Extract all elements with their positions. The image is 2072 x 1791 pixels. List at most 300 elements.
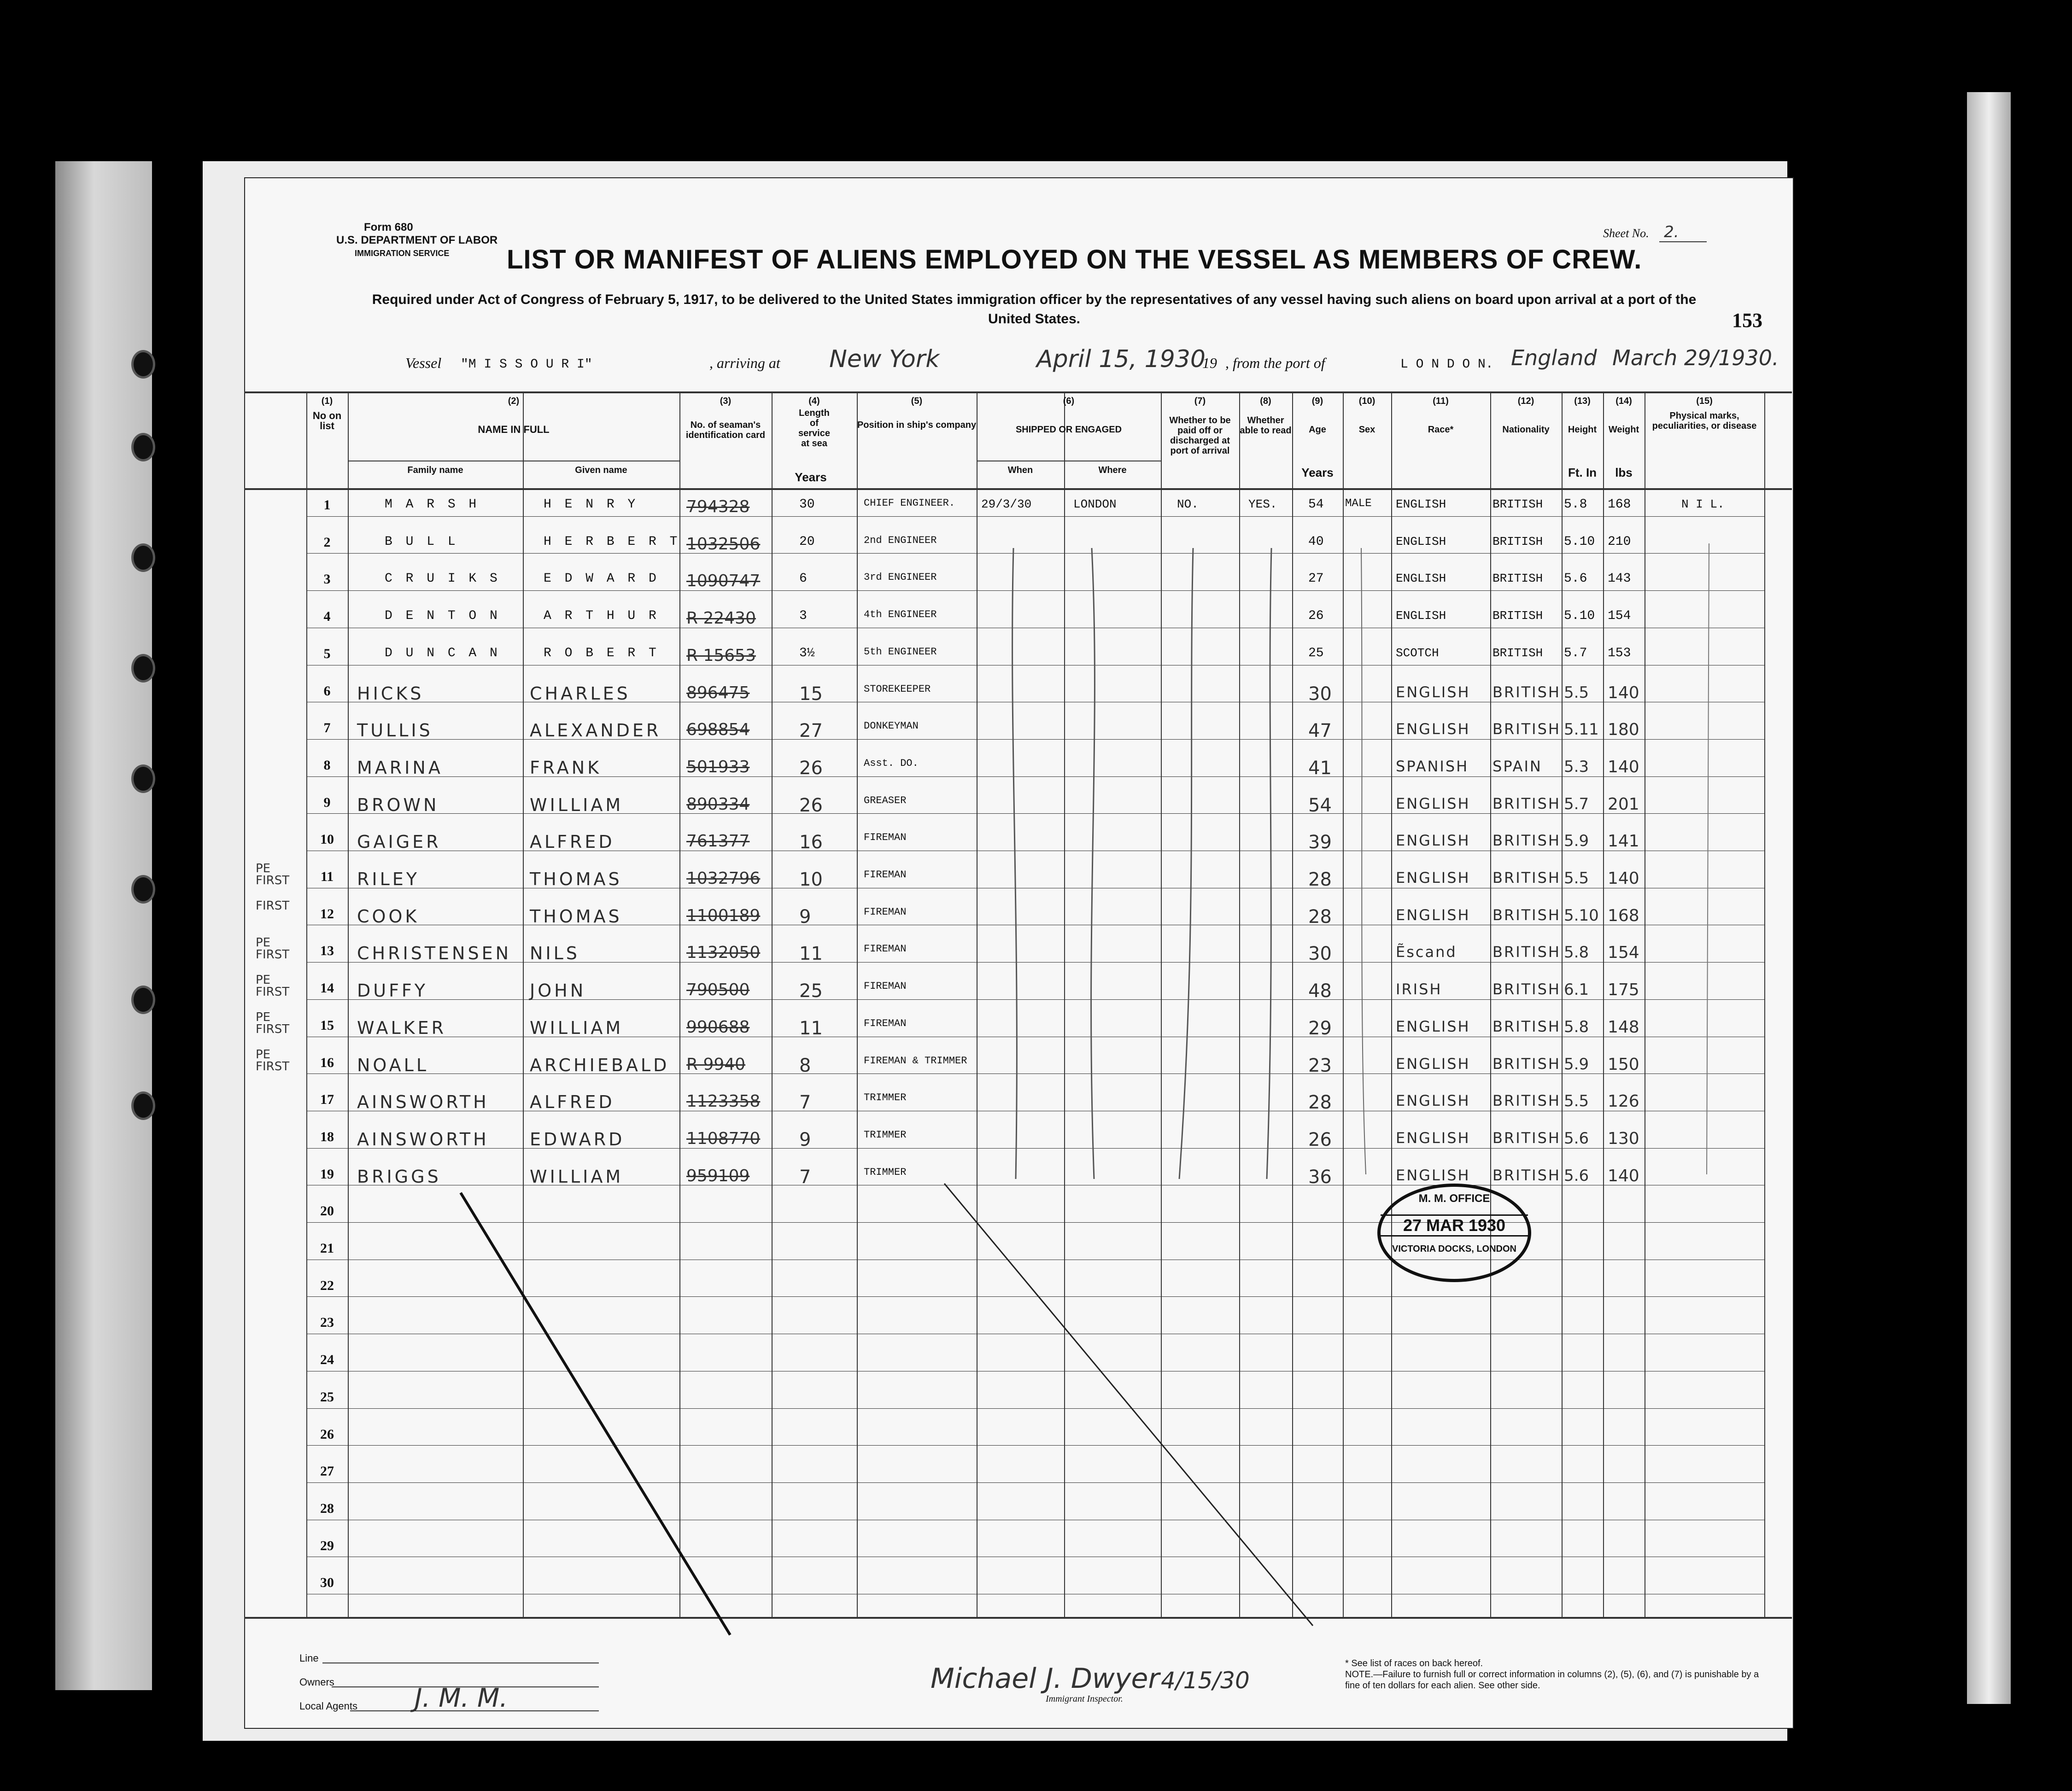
row-note: FIRST	[256, 898, 290, 913]
height: 5.7	[1564, 646, 1587, 660]
ditto-line-sex	[1361, 548, 1366, 1174]
age: 28	[1308, 1092, 1332, 1114]
inspector-signature: Michael J. Dwyer	[931, 1663, 1160, 1695]
row-number: 9	[323, 794, 331, 810]
row-number: 10	[320, 832, 334, 847]
seaman-card-no: 1108770	[686, 1129, 761, 1148]
family-name: AINSWORTH	[357, 1129, 489, 1149]
footer-note-penalty: NOTE.—Failure to furnish full or correct information in columns (2), (5), (6), and (7) is punishable by a fine of ten dollars for each alien. See other side.	[1345, 1669, 1759, 1691]
row-number: 30	[320, 1575, 334, 1591]
row-number: 26	[320, 1426, 334, 1442]
height: 5.9	[1564, 832, 1589, 851]
height: 5.5	[1564, 1092, 1589, 1111]
race: ENGLISH	[1396, 1166, 1470, 1184]
age: 54	[1308, 497, 1324, 512]
col-card-num: (3)	[720, 396, 732, 406]
row-note: PE FIRST	[256, 1047, 290, 1073]
race: ENGLISH	[1396, 794, 1470, 812]
service-years: 11	[799, 943, 823, 965]
seaman-card-no: 1032506	[686, 534, 761, 554]
weight: 130	[1608, 1129, 1639, 1148]
nationality: BRITISH	[1493, 720, 1561, 738]
given-name: FRANK	[530, 757, 602, 778]
family-name: B U L L	[385, 534, 458, 549]
age: 48	[1308, 980, 1332, 1002]
weight: 140	[1608, 869, 1639, 888]
cancel-stroke-left	[461, 1193, 730, 1635]
given-name: JOHN	[530, 980, 586, 1001]
race: IRISH	[1396, 980, 1442, 998]
ship-position: FIREMAN	[864, 1017, 907, 1029]
race: ENGLISH	[1396, 572, 1446, 586]
ship-position: FIREMAN & TRIMMER	[864, 1055, 967, 1067]
weight: 126	[1608, 1092, 1639, 1111]
family-name: NOALL	[357, 1055, 429, 1075]
ship-position: FIREMAN	[864, 832, 907, 844]
row-number: 2	[323, 534, 331, 550]
col-nationality-label: Nationality	[1502, 425, 1550, 435]
nationality: BRITISH	[1493, 869, 1561, 887]
stamp-bottom: VICTORIA DOCKS, LONDON	[1392, 1244, 1516, 1254]
col-age-label: Age	[1309, 425, 1326, 435]
service-years: 26	[799, 757, 823, 779]
nationality: BRITISH	[1493, 943, 1561, 961]
row-number: 5	[323, 646, 331, 661]
able-to-read: YES.	[1248, 497, 1277, 511]
height: 5.9	[1564, 1055, 1589, 1073]
family-name: BRIGGS	[357, 1166, 441, 1187]
row-number: 14	[320, 980, 334, 996]
row-note: PE FIRST	[256, 973, 290, 999]
family-name: HICKS	[357, 683, 424, 704]
seaman-card-no: 790500	[686, 980, 750, 1000]
weight: 140	[1608, 683, 1639, 702]
nationality: BRITISH	[1493, 683, 1561, 701]
row-number: 20	[320, 1203, 334, 1219]
weight: 153	[1608, 646, 1631, 660]
nationality: BRITISH	[1493, 1055, 1561, 1073]
race: ENGLISH	[1396, 1092, 1470, 1110]
height: 5.5	[1564, 683, 1589, 702]
col-no-label: No on list	[312, 410, 342, 432]
ship-position: STOREKEEPER	[864, 683, 931, 695]
family-name: COOK	[357, 906, 420, 927]
given-name: CHARLES	[530, 683, 631, 704]
race: ENGLISH	[1396, 832, 1470, 850]
height: 5.10	[1564, 906, 1599, 925]
sheet-value: 2.	[1659, 223, 1706, 242]
given-name: WILLIAM	[530, 794, 624, 815]
ship-position: FIREMAN	[864, 906, 907, 918]
col-name-num: (2)	[508, 396, 520, 406]
seaman-card-no: 1100189	[686, 906, 761, 925]
col-sex-num: (10)	[1358, 396, 1375, 406]
ditto-line-paid	[1179, 548, 1193, 1179]
race: ENGLISH	[1396, 906, 1470, 924]
col-height-num: (13)	[1574, 396, 1591, 406]
row-number: 23	[320, 1315, 334, 1330]
age: 26	[1308, 609, 1324, 624]
ship-position: FIREMAN	[864, 869, 907, 881]
weight: 141	[1608, 832, 1639, 851]
race: ENGLISH	[1396, 1055, 1470, 1073]
seaman-card-no: 1132050	[686, 943, 761, 963]
stamp-date: 27 MAR 1930	[1381, 1214, 1528, 1237]
family-name: AINSWORTH	[357, 1092, 489, 1113]
given-name-header: Given name	[575, 465, 627, 475]
nationality: BRITISH	[1493, 534, 1543, 548]
weight: 175	[1608, 980, 1639, 1000]
service-years: 20	[799, 534, 815, 549]
seaman-card-no: 794328	[686, 497, 750, 516]
row-number: 27	[320, 1464, 334, 1479]
family-name: D E N T O N	[385, 609, 500, 624]
nationality: BRITISH	[1493, 1129, 1561, 1147]
family-name-header: Family name	[407, 465, 463, 475]
from-country: England	[1511, 345, 1597, 370]
race: SCOTCH	[1396, 646, 1439, 660]
ship-position: CHIEF ENGINEER.	[864, 497, 955, 509]
service-years: 7	[799, 1166, 811, 1188]
given-name: WILLIAM	[530, 1017, 624, 1038]
nationality: BRITISH	[1493, 906, 1561, 924]
row-number: 7	[323, 720, 331, 736]
seaman-card-no: R 9940	[686, 1055, 746, 1074]
height: 5.6	[1564, 1166, 1589, 1185]
row-number: 21	[320, 1241, 334, 1256]
row-number: 1	[323, 497, 331, 513]
ship-position: 5th ENGINEER	[864, 646, 937, 658]
vessel-name: "M I S S O U R I"	[461, 357, 592, 372]
row-number: 24	[320, 1352, 334, 1368]
age: 28	[1308, 906, 1332, 928]
race: ENGLISH	[1396, 869, 1470, 887]
service-years: 11	[799, 1017, 823, 1039]
family-name: BROWN	[357, 794, 439, 815]
given-name: H E N R Y	[544, 497, 638, 512]
age: 41	[1308, 757, 1332, 779]
weight: 168	[1608, 497, 1631, 512]
col-service-unit: Years	[795, 470, 827, 484]
nationality: BRITISH	[1493, 980, 1561, 998]
nationality: BRITISH	[1493, 1017, 1561, 1035]
col-paid-num: (7)	[1194, 396, 1206, 406]
row-number: 13	[320, 943, 334, 959]
service-years: 9	[799, 1129, 811, 1150]
height: 5.10	[1564, 534, 1595, 549]
col-service-label: Length of service at sea	[798, 408, 830, 449]
race: ENGLISH	[1396, 1017, 1470, 1035]
seaman-card-no: 990688	[686, 1017, 750, 1037]
age: 27	[1308, 572, 1324, 586]
family-name: M A R S H	[385, 497, 480, 512]
col-marks-label: Physical marks, peculiarities, or disease	[1652, 411, 1757, 431]
ship-position: TRIMMER	[864, 1129, 907, 1141]
ship-position: FIREMAN	[864, 943, 907, 955]
height: 5.8	[1564, 1017, 1589, 1036]
row-number: 25	[320, 1389, 334, 1405]
inspector-date: 4/15/30	[1161, 1667, 1250, 1694]
row-number: 17	[320, 1092, 334, 1108]
page-title: LIST OR MANIFEST OF ALIENS EMPLOYED ON THE VESSEL AS MEMBERS OF CREW.	[507, 245, 1642, 274]
seaman-card-no: 761377	[686, 832, 750, 851]
family-name: DUFFY	[357, 980, 428, 1001]
seaman-card-no: 959109	[686, 1166, 750, 1185]
col-race-label: Race*	[1428, 425, 1454, 435]
footer-agents-label: Local Agents	[299, 1700, 357, 1712]
footer-owners-label: Owners	[299, 1676, 334, 1688]
page-subtitle: Required under Act of Congress of February 5, 1917, to be delivered to the United States immigration officer by the representatives of any vessel having such aliens on board upon arrival at a port of the United States.	[372, 292, 1697, 327]
service-years: 27	[799, 720, 823, 742]
family-name: GAIGER	[357, 832, 441, 852]
col-weight-unit: lbs	[1615, 466, 1633, 479]
age: 40	[1308, 534, 1324, 549]
nationality: SPAIN	[1493, 757, 1542, 775]
from-port: L O N D O N.	[1400, 357, 1493, 372]
height: 5.6	[1564, 572, 1587, 586]
where-header: Where	[1098, 465, 1127, 475]
family-name: CHRISTENSEN	[357, 943, 512, 964]
weight: 150	[1608, 1055, 1639, 1074]
given-name: EDWARD	[530, 1129, 625, 1149]
when-header: When	[1007, 465, 1033, 475]
departure-date: March 29/1930.	[1612, 345, 1779, 370]
seaman-card-no: 501933	[686, 757, 750, 776]
service-years: 10	[799, 869, 823, 890]
seaman-card-no: R 15653	[686, 646, 756, 665]
ditto-line-read	[1267, 548, 1271, 1179]
age: 39	[1308, 832, 1332, 853]
year-suffix: 19	[1202, 355, 1217, 371]
given-name: ARCHIEBALD	[530, 1055, 670, 1075]
col-paid-label: Whether to be paid off or discharged at port of arrival	[1169, 415, 1231, 456]
race: ENGLISH	[1396, 720, 1470, 738]
ditto-line-marks	[1707, 543, 1709, 1174]
from-label: , from the port of	[1225, 355, 1325, 371]
row-note: PE FIRST	[256, 936, 290, 962]
given-name: ALFRED	[530, 1092, 615, 1113]
col-weight-num: (14)	[1615, 396, 1632, 406]
row-number: 8	[323, 757, 331, 773]
weight: 140	[1608, 757, 1639, 776]
row-number: 4	[323, 609, 331, 624]
height: 5.5	[1564, 869, 1589, 887]
nationality: BRITISH	[1493, 1166, 1561, 1184]
row-note: PE FIRST	[256, 1010, 290, 1036]
race: ENGLISH	[1396, 534, 1446, 548]
weight: 201	[1608, 794, 1639, 814]
service-years: 3	[799, 609, 807, 624]
height: 5.11	[1564, 720, 1599, 739]
col-marks-num: (15)	[1696, 396, 1713, 406]
age: 26	[1308, 1129, 1332, 1150]
col-card-label: No. of seaman's identification card	[685, 420, 766, 440]
age: 30	[1308, 683, 1332, 705]
service-years: 30	[799, 497, 815, 512]
ship-position: 2nd ENGINEER	[864, 534, 937, 546]
given-name: WILLIAM	[530, 1166, 624, 1187]
col-nationality-num: (12)	[1517, 396, 1534, 406]
ship-position: GREASER	[864, 794, 907, 806]
shipped-when: 29/3/30	[981, 497, 1032, 511]
service-years: 8	[799, 1055, 811, 1076]
given-name: A R T H U R	[544, 609, 659, 624]
nationality: BRITISH	[1493, 609, 1543, 623]
row-number: 12	[320, 906, 334, 922]
service-years: 16	[799, 832, 823, 853]
given-name: THOMAS	[530, 906, 622, 927]
arrival-date: April 15, 1930	[1036, 345, 1206, 373]
ditto-line-where	[1091, 548, 1095, 1179]
form-number: Form 680	[364, 221, 413, 233]
seaman-card-no: 1032796	[686, 869, 761, 888]
row-number: 22	[320, 1278, 334, 1293]
row-number: 28	[320, 1500, 334, 1516]
service-years: 9	[799, 906, 811, 928]
nationality: BRITISH	[1493, 794, 1561, 812]
col-position-num: (5)	[911, 396, 923, 406]
ship-position: TRIMMER	[864, 1166, 907, 1178]
age: 25	[1308, 646, 1324, 660]
height: 5.7	[1564, 794, 1589, 813]
col-read-num: (8)	[1260, 396, 1271, 406]
age: 54	[1308, 794, 1332, 816]
page-number: 153	[1732, 309, 1762, 332]
shipped-where: LONDON	[1073, 497, 1117, 511]
nationality: BRITISH	[1493, 832, 1561, 850]
inspector-label: Immigrant Inspector.	[1046, 1694, 1123, 1704]
ship-position: Asst. DO.	[864, 757, 919, 769]
sheet-label: Sheet No.	[1603, 227, 1649, 240]
ship-position: TRIMMER	[864, 1092, 907, 1104]
age: 36	[1308, 1166, 1332, 1188]
col-height-unit: Ft. In	[1568, 466, 1597, 479]
row-number: 6	[323, 683, 331, 699]
height: 5.3	[1564, 757, 1589, 776]
race: SPANISH	[1396, 757, 1469, 775]
service-years: 7	[799, 1092, 811, 1114]
stamp-top: M. M. OFFICE	[1418, 1192, 1490, 1205]
weight: 148	[1608, 1017, 1639, 1037]
ship-position: FIREMAN	[864, 980, 907, 992]
height: 5.8	[1564, 497, 1587, 512]
ship-position: 3rd ENGINEER	[864, 572, 937, 583]
weight: 210	[1608, 534, 1631, 549]
ship-position: 4th ENGINEER	[864, 609, 937, 621]
ship-position: DONKEYMAN	[864, 720, 919, 732]
col-shipped-num: (6)	[1063, 396, 1075, 406]
age: 28	[1308, 869, 1332, 890]
agents-signature: J. M. M.	[415, 1683, 508, 1713]
weight: 154	[1608, 609, 1631, 624]
race: ENGLISH	[1396, 497, 1446, 511]
paid-off: NO.	[1177, 497, 1199, 511]
col-shipped-label: SHIPPED OR ENGAGED	[1015, 425, 1122, 435]
col-position-label: Position in ship's company	[857, 420, 977, 430]
seaman-card-no: R 22430	[686, 609, 756, 628]
footer-line-label: Line	[299, 1652, 319, 1664]
col-height-label: Height	[1568, 425, 1597, 435]
row-number: 29	[320, 1538, 334, 1553]
family-name: C R U I K S	[385, 572, 500, 586]
row-number: 3	[323, 572, 331, 587]
age: 30	[1308, 943, 1332, 965]
col-no-num: (1)	[321, 396, 333, 406]
col-sex-label: Sex	[1358, 425, 1375, 435]
weight: 180	[1608, 720, 1639, 740]
footer-notes	[1345, 1658, 1760, 1691]
col-name-label: NAME IN FULL	[478, 424, 550, 435]
family-name: MARINA	[357, 757, 443, 778]
weight: 140	[1608, 1166, 1639, 1185]
service-years: 15	[799, 683, 823, 705]
nationality: BRITISH	[1493, 572, 1543, 586]
age: 23	[1308, 1055, 1332, 1076]
row-number: 18	[320, 1129, 334, 1144]
physical-marks: N I L.	[1681, 497, 1725, 511]
height: 5.6	[1564, 1129, 1589, 1148]
seaman-card-no: 1123358	[686, 1092, 761, 1111]
weight: 168	[1608, 906, 1639, 925]
ditto-line-when	[1013, 548, 1017, 1179]
row-note: PE FIRST	[256, 862, 290, 887]
department: U.S. DEPARTMENT OF LABOR	[336, 234, 498, 246]
col-weight-label: Weight	[1608, 425, 1639, 435]
seaman-card-no: 698854	[686, 720, 750, 740]
nationality: BRITISH	[1493, 497, 1543, 511]
row-number: 19	[320, 1166, 334, 1182]
given-name: H E R B E R T	[544, 534, 680, 549]
family-name: D U N C A N	[385, 646, 500, 660]
office-stamp	[1377, 1184, 1531, 1282]
service-years: 6	[799, 572, 807, 586]
nationality: BRITISH	[1493, 646, 1543, 660]
col-service-num: (4)	[808, 396, 820, 406]
weight: 154	[1608, 943, 1639, 963]
seaman-card-no: 1090747	[686, 572, 761, 591]
weight: 143	[1608, 572, 1631, 586]
service-years: 26	[799, 794, 823, 816]
family-name: RILEY	[357, 869, 420, 889]
race: ENGLISH	[1396, 1129, 1470, 1147]
race: ENGLISH	[1396, 683, 1470, 701]
height: 6.1	[1564, 980, 1589, 999]
col-race-num: (11)	[1433, 396, 1449, 406]
given-name: ALEXANDER	[530, 720, 661, 741]
race: Ẽscand	[1396, 943, 1457, 961]
service: IMMIGRATION SERVICE	[355, 249, 450, 258]
service-years: 3½	[799, 646, 815, 660]
sex: MALE	[1345, 497, 1372, 510]
height: 5.8	[1564, 943, 1589, 962]
row-number: 11	[320, 869, 334, 884]
arriving-label: , arriving at	[709, 355, 780, 371]
seaman-card-no: 896475	[686, 683, 750, 702]
arriving-port: New York	[829, 345, 940, 373]
footer-note-races: * See list of races on back hereof.	[1345, 1658, 1483, 1668]
given-name: ALFRED	[530, 832, 615, 852]
race: ENGLISH	[1396, 609, 1446, 623]
age: 29	[1308, 1017, 1332, 1039]
row-number: 15	[320, 1017, 334, 1033]
height: 5.10	[1564, 609, 1595, 624]
row-number: 16	[320, 1055, 334, 1070]
age: 47	[1308, 720, 1332, 742]
col-age-unit: Years	[1301, 466, 1334, 479]
seaman-card-no: 890334	[686, 794, 750, 814]
vessel-label: Vessel	[405, 355, 442, 371]
given-name: THOMAS	[530, 869, 622, 889]
